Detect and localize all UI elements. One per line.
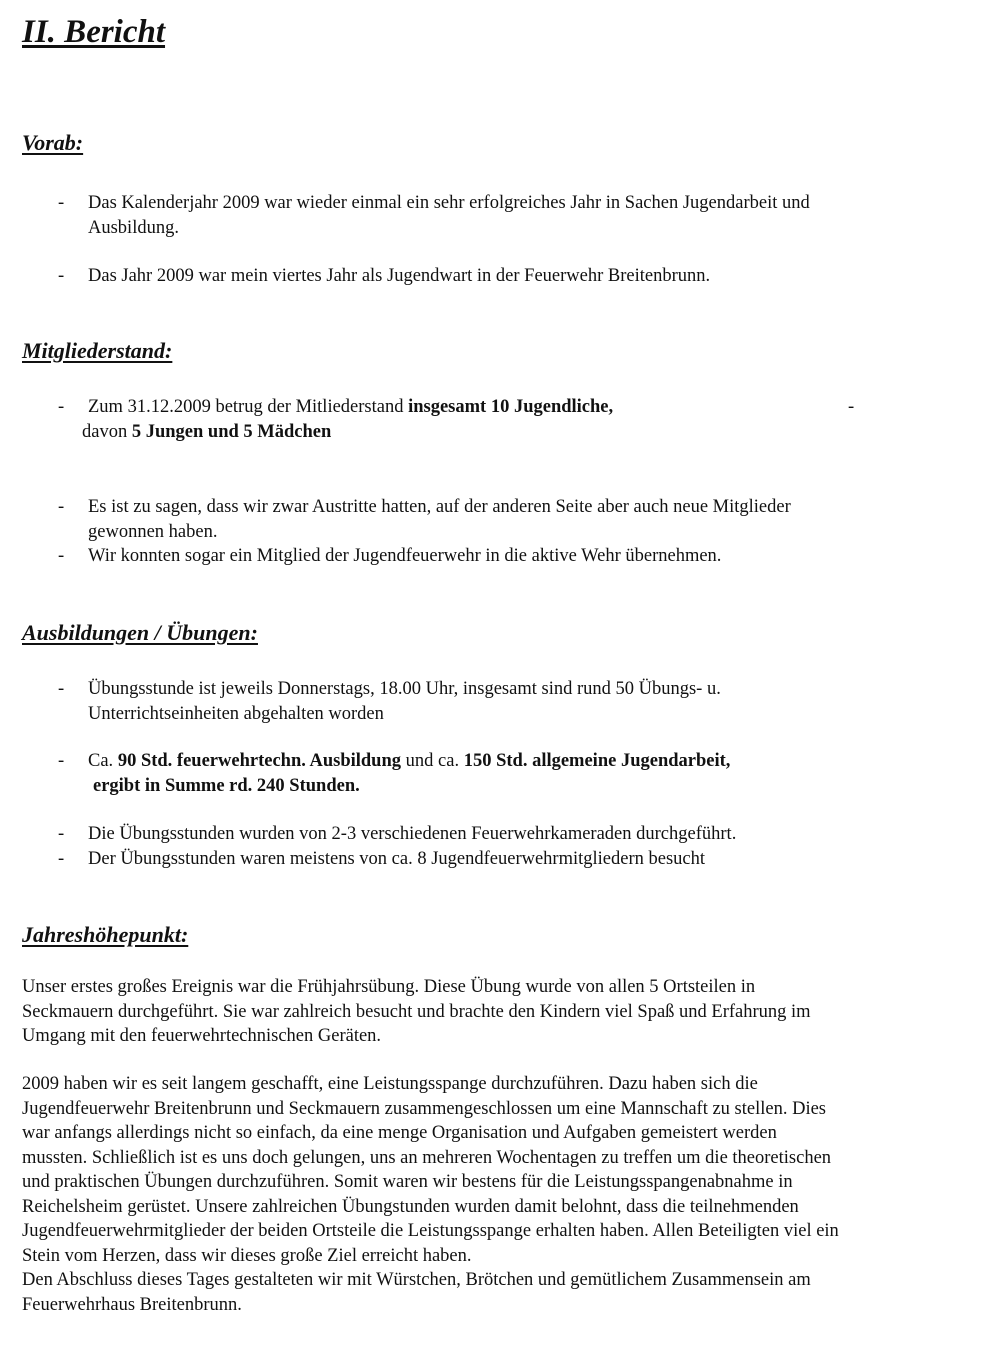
item-line: Ausbildung.	[88, 218, 179, 238]
bullet-dash: -	[58, 266, 65, 286]
heading-jahreshoehepunkt: Jahreshöhepunkt:	[22, 922, 189, 947]
member-breakdown: 5 Jungen und 5 Mädchen	[131, 422, 332, 442]
item-line: Unterrichtseinheiten abgehalten worden	[88, 704, 384, 724]
training-hours: 90 Std. feuerwehrtechn. Ausbildung	[117, 751, 402, 771]
para-line: Feuerwehrhaus Breitenbrunn.	[22, 1294, 242, 1315]
heading-ausbildungen: Ausbildungen / Übungen:	[22, 620, 258, 645]
total-hours: ergibt in Summe rd. 240 Stunden.	[93, 776, 360, 796]
item-line: Das Kalenderjahr 2009 war wieder einmal ein sehr erfolgreiches Jahr in Sachen Jugendarbeit und	[88, 193, 810, 213]
para-line: Den Abschluss dieses Tages gestalteten wir mit Würstchen, Brötchen und gemütlichem Zusammensein am	[22, 1270, 811, 1290]
item-line: Es ist zu sagen, dass wir zwar Austritte hatten, auf der anderen Seite aber auch neue Mitglieder	[88, 497, 791, 517]
para-line: Stein vom Herzen, dass wir dieses große Ziel erreicht haben.	[22, 1245, 472, 1266]
para-line: mussten. Schließlich ist es uns doch gelungen, uns an mehreren Wochentagen zu treffen um die theoretischen	[22, 1147, 832, 1168]
item-line: gewonnen haben.	[88, 522, 218, 542]
para-line: Jugendfeuerwehr Breitenbrunn und Seckmauern zusammengeschlossen um eine Mannschaft zu stellen. Dies	[22, 1098, 826, 1119]
training-text: und ca.	[401, 751, 464, 771]
bullet-dash: -	[58, 497, 65, 517]
report-title: II. Bericht	[22, 14, 166, 50]
para-line: und praktischen Übungen durchzuführen. Somit waren wir bestens für die Leistungsspangenabnahme in	[22, 1172, 793, 1192]
paragraph-leistungsspange	[22, 1072, 982, 1317]
item-line: Die Übungsstunden wurden von 2-3 verschiedenen Feuerwehrkameraden durchgeführt.	[88, 824, 737, 844]
item-line: Wir konnten sogar ein Mitglied der Jugendfeuerwehr in die aktive Wehr übernehmen.	[88, 546, 722, 566]
para-line: Umgang mit den feuerwehrtechnischen Geräten.	[22, 1026, 382, 1046]
bullet-dash: -	[58, 824, 65, 844]
para-line: Seckmauern durchgeführt. Sie war zahlreich besucht und brachte den Kindern viel Spaß und Erfahrung im	[22, 1001, 811, 1022]
youth-work-hours: 150 Std. allgemeine Jugendarbeit,	[463, 751, 731, 771]
bullet-dash: -	[58, 546, 65, 566]
member-total: insgesamt 10 Jugendliche,	[408, 397, 614, 417]
para-line: 2009 haben wir es seit langem geschafft, eine Leistungsspange durchzuführen. Dazu haben sich die	[22, 1074, 758, 1094]
para-line: war anfangs allerdings nicht so einfach, da eine menge Organisation und Aufgaben gemeistert werden	[22, 1123, 777, 1143]
para-line: Reichelsheim gerüstet. Unsere zahlreichen Übungstunden wurden damit belohnt, dass die teilnehmenden	[22, 1196, 799, 1217]
bullet-dash: -	[58, 397, 65, 417]
paragraph-fruehjahrsuebung	[22, 975, 982, 1049]
bullet-dash: -	[58, 193, 65, 213]
para-line: Jugendfeuerwehrmitglieder der beiden Ortsteile die Leistungsspange erhalten haben. Allen Beteiligten viel ein	[22, 1221, 839, 1241]
item-line: Der Übungsstunden waren meistens von ca. 8 Jugendfeuerwehrmitgliedern besucht	[88, 849, 706, 869]
para-line: Unser erstes großes Ereignis war die Frühjahrsübung. Diese Übung wurde von allen 5 Ortsteilen in	[22, 977, 756, 997]
training-text: Ca.	[88, 751, 118, 771]
heading-vorab: Vorab:	[22, 130, 84, 155]
stray-dash: -	[848, 397, 855, 417]
member-text: davon	[82, 422, 132, 442]
bullet-dash: -	[58, 679, 65, 699]
member-text: Zum 31.12.2009 betrug der Mitliederstand	[88, 397, 409, 417]
bullet-dash: -	[58, 751, 65, 771]
bullet-dash: -	[58, 849, 65, 869]
item-line: Übungsstunde ist jeweils Donnerstags, 18.00 Uhr, insgesamt sind rund 50 Übungs- u.	[88, 679, 721, 699]
heading-mitgliederstand: Mitgliederstand:	[22, 338, 173, 363]
item-line: Das Jahr 2009 war mein viertes Jahr als Jugendwart in der Feuerwehr Breitenbrunn.	[88, 266, 711, 286]
